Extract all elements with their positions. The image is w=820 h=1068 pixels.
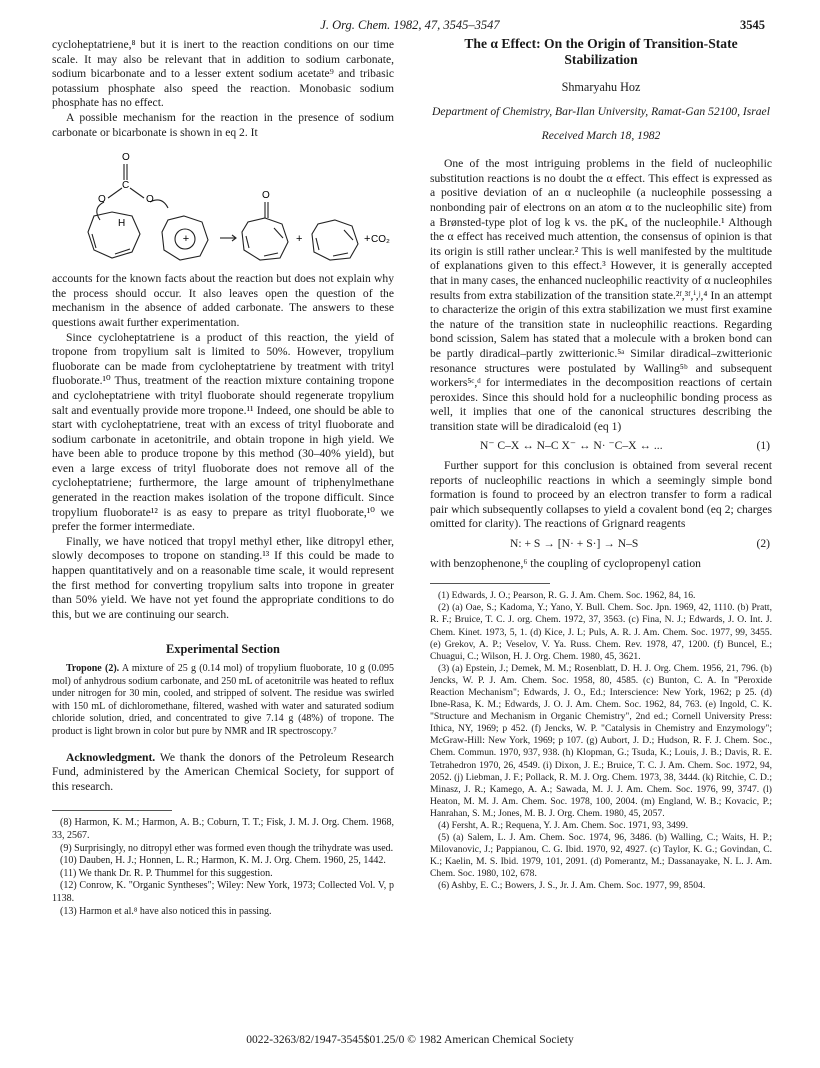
equation-number: (2) [756, 537, 770, 551]
scheme-drawing [52, 146, 394, 268]
plus-sign: + [364, 233, 371, 246]
footnote: (12) Conrow, K. "Organic Syntheses"; Wiley: New York, 1973; Collected Vol. V, p 1138. [52, 880, 394, 904]
footnote: (11) We thank Dr. R. P. Thummel for this suggestion. [60, 867, 273, 879]
paragraph: Further support for this conclusion is obtained from several recent reports of nucleophilic reactions in which a seemingly simple bond formation is found to proceed by an electron transfer to form a radical pair which subsequently collapses to yield a covalent bond (eq 2; charges omitted for clarity). The reactions of Grignard reagents [430, 459, 772, 531]
reaction-scheme [52, 146, 394, 268]
atom-label: O [122, 152, 130, 164]
footnote: (13) Harmon et al.⁸ have also noticed this in passing. [60, 905, 272, 917]
paragraph: Finally, we have noticed that tropyl methyl ether, like ditropyl ether, slowly decomposes to tropone on standing.¹³ If this could be made to happen quantitatively and on a reasonable time scale, it would represent the first method for converting tropylium salts into tropone in greater than 50% yield. We have not yet found the appropriate conditions to do this, but we are continuing our search. [52, 534, 394, 621]
equation-1 [430, 439, 772, 454]
received-date: Received March 18, 1982 [541, 128, 661, 142]
right-column [430, 38, 772, 893]
experimental-text: A mixture of 25 g (0.14 mol) of tropylium fluoborate, 10 g (0.095 mol) of anhydrous sodium carbonate, and 250 mL of acetonitrile was heated to reflux under nitrogen for 30 min, cooled, and stripped of solvent. The residue was swirled with 150 mL of dichloromethane, filtered, washed with water and saturated sodium chloride solution, dried, and concentrated to give 7.14 g (48%) of tropone. The product is light brown in color but pure by NMR and IR spectroscopy.⁷ [52, 663, 394, 737]
atom-label: H [118, 218, 126, 230]
co2-label: CO₂ [371, 234, 390, 246]
reference: (1) Edwards, J. O.; Pearson, R. G. J. Am. Chem. Soc. 1962, 84, 16. [438, 590, 696, 602]
footnote: (10) Dauben, H. J.; Honnen, L. R.; Harmon, K. M. J. Org. Chem. 1960, 25, 1442. [60, 855, 386, 867]
charge-label: + [182, 233, 190, 246]
reference: (2) (a) Oae, S.; Kadoma, Y.; Yano, Y. Bull. Chem. Soc. Jpn. 1969, 42, 1110. (b) Pratt, R. F.; Bruice, T. C. J. org. Chem. 1972, 37, 3563. (c) Fina, N. J.; Edwards, J. O. Int. J. Chem. Kinet. 1973, 5, 1. (d) Kice, J. L; Puls, A. R. J. Am. Chem. Soc. 1977, 99, 3455. (e) Grekov, A. P.; Veselov, V. Ya. Russ. Chem. Rev. 1978, 47, 1200. (f) Buncel, E.; Chuagui, C.; Wilson, H. J. Org. Chem. 1980, 45, 3621. [430, 602, 772, 662]
footnote-rule [52, 810, 172, 811]
acknowledgment [52, 751, 394, 795]
run-in-head: Acknowledgment. [66, 750, 156, 764]
article-title: The α Effect: On the Origin of Transition-State Stabilization [464, 36, 738, 67]
section-title: Experimental Section [166, 642, 280, 657]
page-number: 3545 [740, 18, 765, 32]
equation-number: (1) [756, 439, 770, 453]
footnote-rule [430, 583, 550, 584]
atom-label: O [146, 194, 154, 206]
reference: (6) Ashby, E. C.; Bowers, J. S., Jr. J. Am. Chem. Soc. 1977, 99, 8504. [438, 880, 706, 892]
footnote: (8) Harmon, K. M.; Harmon, A. B.; Coburn, T. T.; Fisk, J. M. J. Org. Chem. 1968, 33, 2567. [52, 817, 394, 841]
acknowledgment-text: We thank the donors of the Petroleum Research Fund, administered by the American Chemical Society, for support of this research. [52, 750, 394, 793]
paragraph: cycloheptatriene,⁸ but it is inert to the reaction conditions on our time scale. It may also be relevant that in addition to sodium carbonate, sodium bicarbonate and to a lesser extent sodium acetate⁹ and tribasic potassium phosphate also speed the reaction. Monobasic sodium phosphate has no effect. [52, 38, 394, 110]
atom-label: C [122, 180, 130, 192]
atom-label: O [98, 194, 106, 206]
left-column [52, 38, 394, 918]
paragraph: with benzophenone,⁶ the coupling of cyclopropenyl cation [430, 556, 701, 570]
affiliation: Department of Chemistry, Bar-Ilan University, Ramat-Gan 52100, Israel [432, 104, 770, 118]
author: Shmaryahu Hoz [561, 80, 641, 94]
equation-body: N: + S → [N· + S·] → N–S [510, 537, 639, 551]
footnote: (9) Surprisingly, no ditropyl ether was formed even though the trihydrate was used. [60, 842, 394, 854]
paragraph: One of the most intriguing problems in the field of nucleophilic substitution reactions is no doubt the α effect. This effect is expressed as a positive deviation of an α nucleophile (a nucleophile possessing a nonbonding pair of electrons on an atom α to the nucleophilic site) from a Brønsted-type plot of log k vs. the pKₐ of the nucleophile.¹ Although the α effect has received much attention, the consensus of opinion is that its origin is still rather unclear.² This is well manifested by the multitude of explanations given to this effect.³ However, it is generally accepted that in many cases, the enhanced nucleophilic reactivity of α nucleophiles results from extra stabilization of the transition state.²ᶠ,³ᶠ,ⁱ,ʲ,⁴ In an attempt to characterize the origin of this extra stabilization we must first examine the nature of the transition state in nucleophilic reactions. Regarding bond scission, Salem has stated that a molecule with a broken bond can be partly diradical–partly zwitterionic.⁵ᵃ Similar diradical–zwitterionic resonance structures were postulated by Walling⁵ᵇ and subsequent workers⁵ᶜ,ᵈ for intermediates in the decomposition reactions of certain peroxides. Since this should hold for a nucleophilic bonding process as well, it implies that one of the canonical structures describing the transition state will be diradicaloid (eq 1) [430, 157, 772, 433]
atom-label: O [262, 190, 270, 202]
reference: (3) (a) Epstein, J.; Demek, M. M.; Rosenblatt, D. H. J. Org. Chem. 1956, 21, 796. (b) Jencks, W. P. J. Am. Chem. Soc. 1958, 80, 4585. (c) Bunton, C. A. In "Peroxide Reaction Mechanism"; Edwards, J. O., Ed.; Interscience: New York, 1962; p 25. (d) Ibne-Rasa, K. M.; Edwards, J. O. J. Am. Chem. Soc. 1962, 84, 763. (e) Ingold, C. K. "Structure and Mechanism in Organic Chemistry", 2nd ed.; Cornell University Press: Ithica, NY, 1969; p 452. (f) Jencks, W. P. "Catalysis in Chemistry and Enzymology"; McGraw-Hill: New York, 1969; p 107. (g) Aubort, J. D.; Hudson, R. F. J. Chem. Soc., Chem. Commun. 1970, 937, 938. (h) Klopman, G.; Tsuda, K.; Louis, J. B.; Davis, R. E. Tetrahedron 1970, 26, 4549. (i) Dixon, J. E.; Bruice, T. C. J. Am. Chem. Soc. 1972, 94, 2052. (j) Liebman, J. F.; Pollack, R. M. J. Org. Chem. 1973, 38, 3444. (k) Ritchie, C. D.; Minasz, J. R.; Kamego, A. A.; Sawada, M. J. J. Am. Chem. Soc. 1976, 99, 3747. (l) Heaton, M. M. J. Am. Chem. Soc. 1978, 100, 2004. (m) England, W. B.; Kovacic, P.; Hanrahan, S. M.; Jones, M. B. J. Org. Chem. 1980, 45, 2057. [430, 662, 772, 819]
run-in-head: Tropone (2). [66, 663, 120, 674]
footnotes [52, 817, 394, 918]
running-header: J. Org. Chem. 1982, 47, 3545–3547 [320, 18, 500, 32]
reference: (4) Fersht, A. R.; Requena, Y. J. Am. Chem. Soc. 1971, 93, 3499. [438, 820, 688, 831]
experimental-paragraph [52, 663, 394, 739]
paragraph: Since cycloheptatriene is a product of this reaction, the yield of tropone from tropylium salt is limited to 50%. However, tropylium fluoborate can be made from cycloheptatriene by treatment with trityl fluoborate.¹⁰ Thus, treatment of the reaction mixture containing tropone and cycloheptatriene with trityl fluoborate should regenerate tropylium salt and eventually provide more tropone.¹¹ Indeed, one should be able to start with cycloheptatriene, treat with an excess of trityl fluoborate and sodium carbonate in acetonitrile, and obtain tropone in high yield. We have been able to produce tropone by this method (30–40% yield), but even a large excess of trityl fluoborate does not remove all of the cycloheptatriene; furthermore, the large amount of triphenylmethane generated in the reaction makes isolation of the tropone difficult. Since tropylium fluoborate¹² is as easy to prepare as trityl fluoborate,¹⁰ we prefer the former intermediate. [52, 330, 394, 534]
plus-sign: + [296, 233, 303, 246]
copyright-footer: 0022-3263/82/1947-3545$01.25/0 © 1982 American Chemical Society [246, 1034, 574, 1046]
paragraph: A possible mechanism for the reaction in the presence of sodium carbonate or bicarbonate is shown in eq 2. It [52, 110, 394, 139]
equation-2 [430, 537, 772, 552]
references [430, 590, 772, 892]
reference: (5) (a) Salem, L. J. Am. Chem. Soc. 1974, 96, 3486. (b) Walling, C.; Waits, H. P.; Milovanovic, J.; Pappianou, C. G. Ibid. 1970, 92, 4927. (c) Taylor, K. G.; Govindan, C. K.; Kaelin, M. S. Ibid. 1979, 101, 2091. (d) Pomerantz, M.; Dassanayake, N. L. J. Am. Chem. Soc. 1980, 102, 678. [430, 832, 772, 880]
equation-body: N⁻ C–X ↔ N–C X⁻ ↔ N· ⁻C–X ↔ ... [480, 439, 663, 453]
paragraph: accounts for the known facts about the reaction but does not explain why the process should occur. It also leaves open the question of the mechanism in the absence of added carbonate. The answers to these questions await further experimentation. [52, 272, 394, 329]
